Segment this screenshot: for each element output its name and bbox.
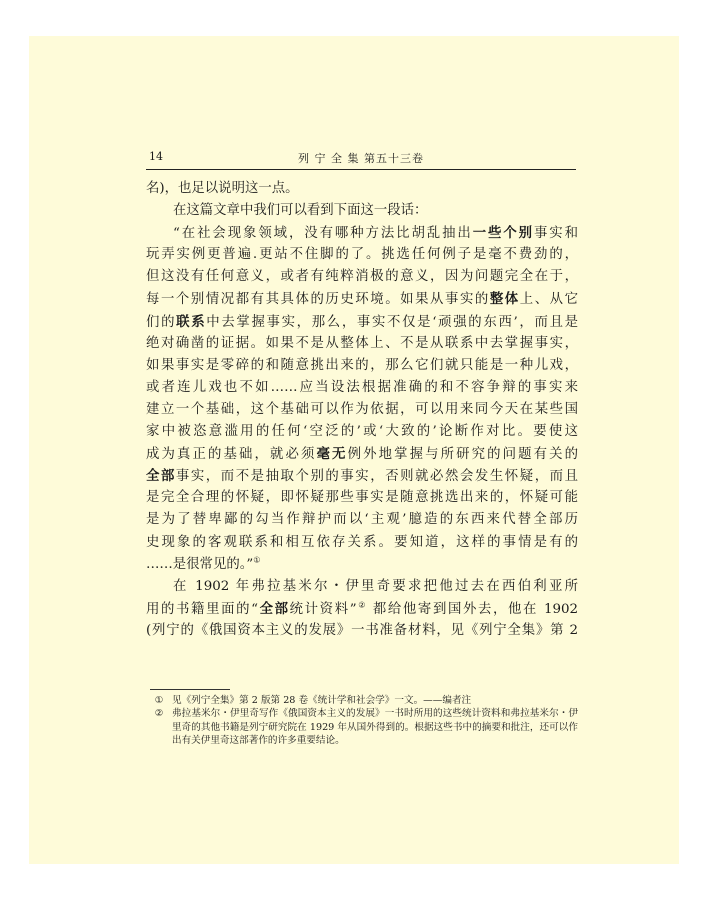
running-header (146, 147, 576, 170)
text-line: 成为真正的基础，就必须毫无例外地掌握与所研究的问题有关的 (146, 446, 579, 463)
text-line: 用的书籍里面的“全部统计资料”② 都给他寄到国外去，他在 1902 (146, 600, 579, 617)
text-line: 家中被恣意滥用的任何‘空泛的’或‘大致的’论断作对比。要使这 (146, 424, 578, 440)
text-line: “在社会现象领域，没有哪种方法比胡乱抽出一些个别事实和 (173, 225, 579, 242)
footnote-text: 见《列宁全集》第 2 版第 28 卷《统计学和社会学》一文。——编者注 (172, 695, 472, 706)
text-line: 在 1902 年弗拉基米尔・伊里奇要求把他过去在西伯利亚所 (173, 578, 578, 594)
body-text (146, 178, 578, 642)
footnotes (146, 694, 578, 748)
footnote (146, 694, 578, 707)
text-line: 们的联系中去掌握事实，那么，事实不仅是‘顽强的东西’，而且是 (146, 313, 579, 330)
text-line: 但这没有任何意义，或者有纯粹消极的意义，因为问题完全在于， (146, 269, 578, 285)
text-line: 每一个别情况都有其具体的历史环境。如果从事实的整体上、从它 (146, 291, 579, 308)
text-line: (列宁的《俄国资本主义的发展》一书准备材料，见《列宁全集》第 2 (146, 622, 578, 638)
text-line: 如果事实是零碎的和随意挑出来的，那么它们就只能是一种儿戏， (146, 357, 578, 373)
text-line: 绝对确凿的证据。如果不是从整体上、不是从联系中去掌握事实， (146, 335, 578, 351)
text-line: 建立一个基础，这个基础可以作为依据，可以用来同今天在某些国 (146, 401, 578, 417)
footnote-mark: ② (154, 708, 164, 720)
page-number: 14 (149, 150, 163, 163)
text-line: 玩弄实例更普遍.更站不住脚的了。挑选任何例子是毫不费劲的， (146, 247, 578, 263)
footnote-mark: ① (154, 695, 164, 706)
text-line: 在这篇文章中我们可以看到下面这一段话： (173, 203, 428, 219)
text-line: 史现象的客观联系和相互依存关系。要知道，这样的事情是有的 (146, 534, 578, 550)
footnote-text: 弗拉基米尔・伊里奇写作《俄国资本主义的发展》一书时所用的这些统计资料和弗拉基米尔・伊里奇的其他书籍是列宁研究院在 1929 年从国外得到的。根据这些书中的摘要和批注，还可以作出有关伊里奇这部著作的许多重要结论。 (172, 708, 578, 747)
text-line: 是为了替卑鄙的勾当作辩护而以‘主观’臆造的东西来代替全部历 (146, 512, 578, 528)
text-line: ……是很常见的。”① (146, 555, 261, 572)
text-line: 全部事实，而不是抽取个别的事实，否则就必然会发生怀疑，而且 (146, 468, 579, 485)
text-line: 是完全合理的怀疑，即怀疑那些事实是随意挑选出来的，怀疑可能 (146, 490, 578, 506)
text-line: 名)，也足以说明这一点。 (146, 181, 299, 196)
text-line: 或者连儿戏也不如……应当设法根据准确的和不容争辩的事实来 (146, 379, 578, 395)
footnote (146, 707, 578, 747)
running-title: 列 宁 全 集 第五十三卷 (298, 152, 424, 165)
footnote-rule (150, 689, 230, 690)
